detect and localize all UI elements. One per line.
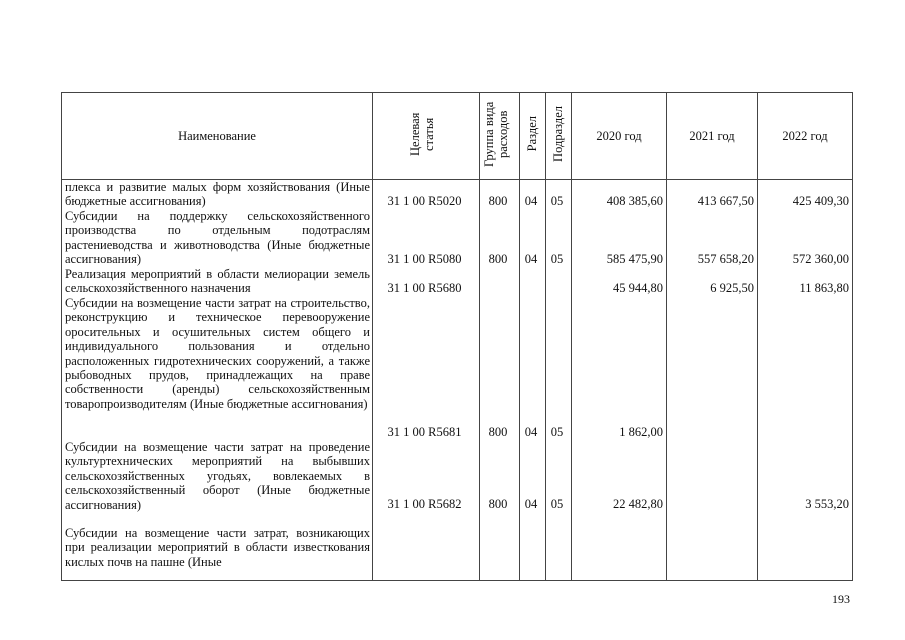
header-name: Наименование: [62, 93, 373, 180]
row-subsection: 05: [550, 497, 564, 511]
row-name: Субсидии на возмещение части затрат на проведение культуртехнических мероприятий на выбывших сельскохозяйственных угодьях, вовлекаемых в сельскохозяйственный оборот (Иные бюджетные ассигнования): [65, 440, 370, 512]
row-name: плекса и развитие малых форм хозяйствования (Иные бюджетные ассигнования): [65, 180, 370, 209]
header-2021: 2021 год: [667, 93, 758, 180]
row-code: 31 1 00 R5681: [387, 425, 462, 439]
y2022-column: [758, 180, 853, 581]
row-section: 04: [524, 252, 538, 266]
row-section: 04: [524, 425, 538, 439]
row-2020-value: 45 944,80: [613, 281, 663, 295]
row-name: Субсидии на возмещение части затрат, возникающих при реализации мероприятий в области известкования кислых почв на пашне (Иные: [65, 526, 370, 569]
row-2021-value: 413 667,50: [697, 194, 754, 208]
header-section: Раздел: [520, 93, 546, 180]
row-code: 31 1 00 R5080: [387, 252, 462, 266]
row-code: 31 1 00 R5020: [387, 194, 462, 208]
row-group: 800: [488, 252, 508, 266]
row-section: 04: [524, 194, 538, 208]
row-2021-value: 6 925,50: [710, 281, 754, 295]
row-2020-value: 1 862,00: [619, 425, 663, 439]
row-name: Реализация мероприятий в области мелиорации земель сельскохозяйственного назначения: [65, 267, 370, 296]
row-group: 800: [488, 194, 508, 208]
row-2022-value: 572 360,00: [792, 252, 849, 266]
row-code: 31 1 00 R5680: [387, 281, 462, 295]
row-2022-value: 11 863,80: [799, 281, 849, 295]
row-name: Субсидии на возмещение части затрат на строительство, реконструкцию и техническое перевооружение оросительных и осушительных систем общего и индивидуального пользования и отдельно расположенных гидротехнических сооружений, а также рыбоводных прудов, принадлежащих на праве собственности (аренды) сельскохозяйственным товаропроизводителям (Иные бюджетные ассигнования): [65, 296, 370, 411]
y2021-column: [667, 180, 758, 581]
row-group: 800: [488, 425, 508, 439]
row-2022-value: 425 409,30: [792, 194, 849, 208]
y2020-column: [572, 180, 667, 581]
name-column: [62, 180, 373, 581]
row-subsection: 05: [550, 425, 564, 439]
header-2022: 2022 год: [758, 93, 853, 180]
row-2021-value: 557 658,20: [697, 252, 754, 266]
row-code: 31 1 00 R5682: [387, 497, 462, 511]
row-section: 04: [524, 497, 538, 511]
header-target-article: Целевая статья: [373, 93, 480, 180]
row-2020-value: 585 475,90: [606, 252, 663, 266]
section-column: [520, 180, 546, 581]
row-2022-value: 3 553,20: [805, 497, 849, 511]
group-column: [480, 180, 520, 581]
row-2020-value: 408 385,60: [606, 194, 663, 208]
row-2020-value: 22 482,80: [613, 497, 663, 511]
row-name: Субсидии на поддержку сельскохозяйственного производства по отдельным подотраслям растениеводства и животноводства (Иные бюджетные ассигнования): [65, 209, 370, 267]
header-subsection: Подраздел: [546, 93, 572, 180]
table-header-row: [62, 93, 853, 180]
page-number: 193: [832, 592, 850, 606]
row-group: 800: [488, 497, 508, 511]
header-2020: 2020 год: [572, 93, 667, 180]
row-subsection: 05: [550, 252, 564, 266]
budget-table: [61, 92, 853, 581]
header-expense-group: Группа вида расходов: [480, 93, 520, 180]
table-body-row: [62, 180, 853, 581]
subsection-column: [546, 180, 572, 581]
row-subsection: 05: [550, 194, 564, 208]
code-column: [373, 180, 480, 581]
